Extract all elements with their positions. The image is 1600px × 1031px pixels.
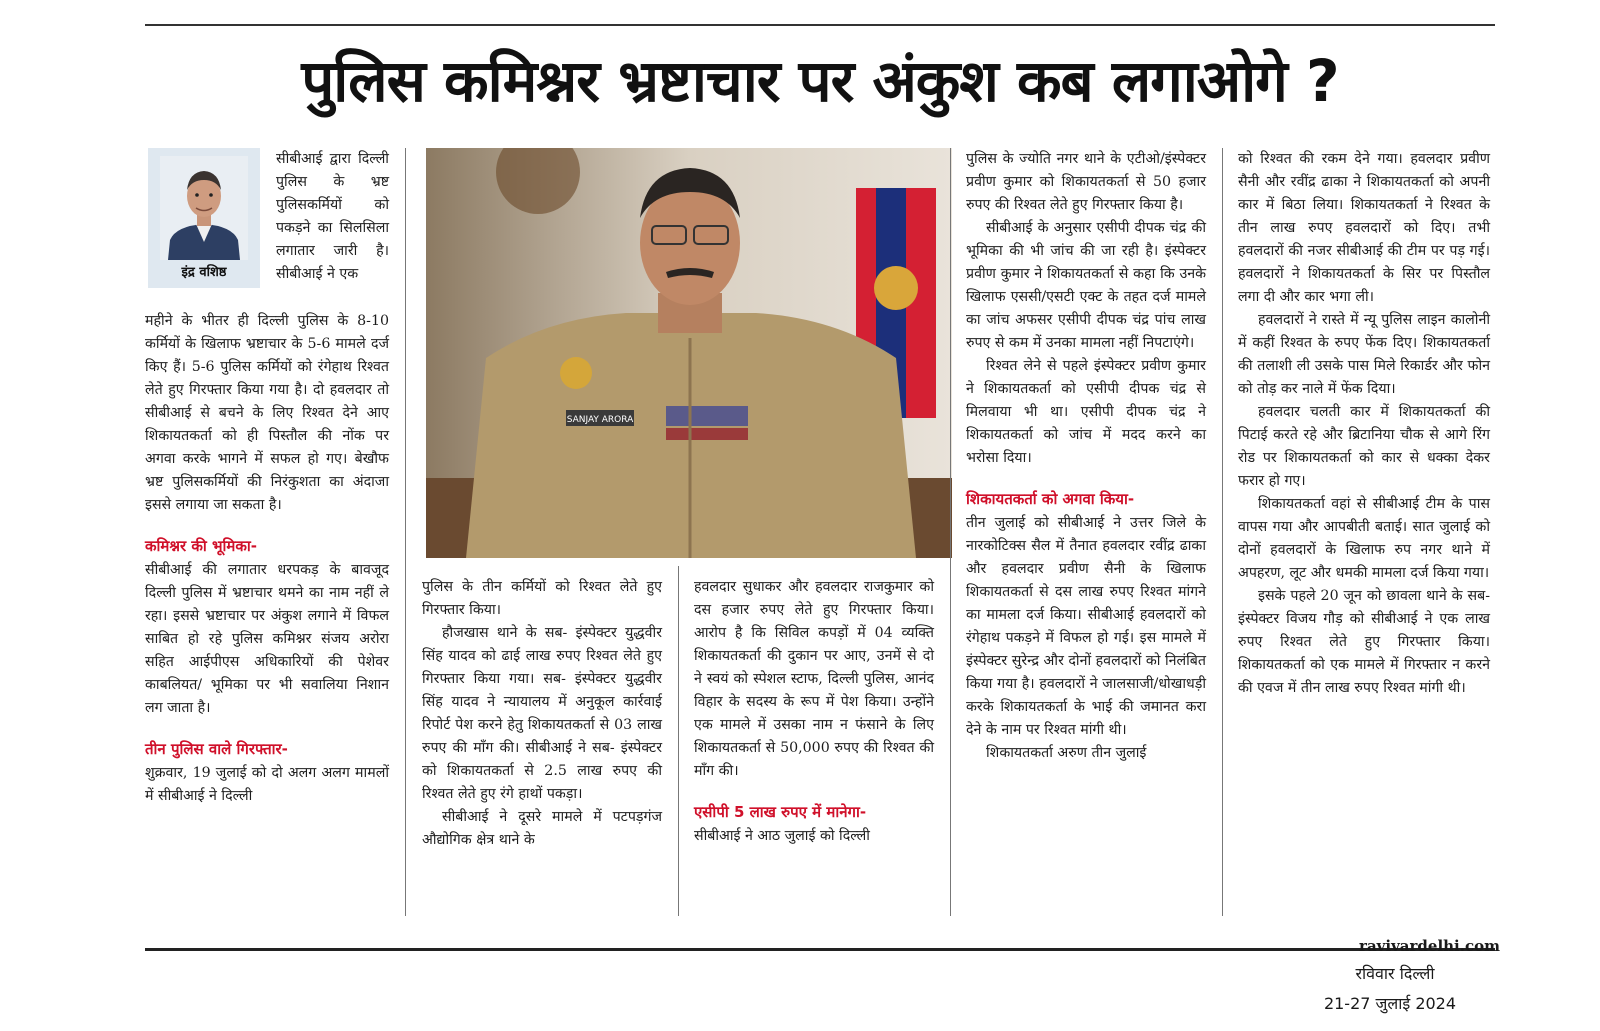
col5-para-5: इसके पहले 20 जून को छावला थाने के सब- इंस्पेक्टर विजय गौड़ को सीबीआई ने एक लाख रुपए रिश्वत लेते हुए गिरफ्तार किया। शिकायतकर्ता को एक मामले में गिरफ्तार न करने की एवज में तीन लाख रुपए रिश्वत मांगी थी। — [1238, 588, 1490, 696]
author-photo-box — [148, 148, 260, 288]
col4-para-3: रिश्वत लेने से पहले इंस्पेक्टर प्रवीण कुमार ने शिकायतकर्ता को एसीपी दीपक चंद्र से मिलवाया भी था। एसीपी दीपक चंद्र ने शिकायतकर्ता को जांच में मदद करने का भरोसा दिया। — [966, 358, 1206, 466]
col3-para-acp: सीबीआई ने आठ जुलाई को दिल्ली — [694, 828, 870, 844]
col2-para-2: हौजखास थाने के सब- इंस्पेक्टर युद्धवीर सिंह यादव को ढाई लाख रुपए रिश्वत लेते हुए गिरफ्तार किया गया। सब- इंस्पेक्टर युद्धवीर सिंह यादव ने न्यायालय में अनुकूल कार्रवाई रिपोर्ट पेश करने हेतु शिकायतकर्ता से 03 लाख रुपए की माँग की। सीबीआई ने सब- इंस्पेक्टर को शिकायतकर्ता से 2.5 लाख रुपए की रिश्वत लेते हुए रंगे हाथों पकड़ा। — [422, 625, 662, 802]
col5-para-1: को रिश्वत की रकम देने गया। हवलदार प्रवीण सैनी और रवींद्र ढाका ने शिकायतकर्ता को अपनी कार में बिठा लिया। शिकायतकर्ता ने रिश्वत के तीन लाख रुपए हवलदारों को दिए। तभी हवलदारों की नजर सीबीआई की टीम पर पड़ गई। हवलदारों ने शिकायतकर्ता के सिर पर पिस्तौल लगा दी और कार भगा ली। — [1238, 151, 1490, 305]
subhead-acp: एसीपी 5 लाख रुपए में मानेगा- — [694, 803, 867, 821]
col4-para-abducted: तीन जुलाई को सीबीआई ने उत्तर जिले के नारकोटिक्स सैल में तैनात हवलदार रवींद्र ढाका और हवलदार प्रवीण सैनी के खिलाफ शिकायतकर्ता से दस लाख रुपए रिश्वत मांगने का मामला दर्ज किया। सीबीआई हवलदारों को रंगेहाथ पकड़ने में विफल हो गई। इस मामले में इंस्पेक्टर सुरेन्द्र और दोनों हवलदारों को निलंबित किया गया है। हवलदारों ने जालसाजी/धोखाधड़ी करके शिकायतकर्ता के भाई की जमानत करा देने के नाम पर रिश्वत मांगी थी। — [966, 515, 1206, 738]
column-divider — [678, 566, 679, 916]
author-photo — [160, 156, 248, 260]
col5-para-2: हवलदारों ने रास्ते में न्यू पुलिस लाइन कालोनी में कहीं रिश्वत के रुपए फेंक दिए। शिकायतकर्ता की तलाशी ली उसके पास मिले रिकार्डर और फोन को तोड़ कर नाले में फेंक दिया। — [1238, 312, 1490, 397]
headline: पुलिस कमिश्नर भ्रष्टाचार पर अंकुश कब लगाओगे ? — [301, 47, 1339, 115]
name-badge: SANJAY ARORA — [566, 415, 634, 425]
column-3 — [694, 576, 934, 848]
col4-para-2: सीबीआई के अनुसार एसीपी दीपक चंद्र की भूमिका की भी जांच की जा रही है। इंस्पेक्टर प्रवीण कुमार ने शिकायतकर्ता से कहा कि उनके खिलाफ एससी/एसटी एक्ट के तहत दर्ज मामले का जांच अफसर एसीपी दीपक चंद्र पांच लाख रुपए से कम में उनका मामला नहीं निपटाएंगे। — [966, 220, 1206, 351]
subhead-commissioner: कमिश्नर की भूमिका- — [145, 537, 257, 555]
col5-para-4: शिकायतकर्ता वहां से सीबीआई टीम के पास वापस गया और आपबीती बताई। सात जुलाई को दोनों हवलदारों के खिलाफ रुप नगर थाने में अपहरण, लूट और धमकी मामला दर्ज किया गया। — [1238, 496, 1490, 581]
column-divider — [950, 148, 951, 916]
col1-intro-rest: महीने के भीतर ही दिल्ली पुलिस के 8-10 कर्मियों के खिलाफ भ्रष्टाचार के 5-6 मामले दर्ज किए हैं। 5-6 पुलिस कर्मियों को रंगेहाथ रिश्वत लेते हुए गिरफ्तार किया गया है। दो हवलदार तो सीबीआई से बचने के लिए रिश्वत देने आए शिकायतकर्ता को ही पिस्तौल की नोंक पर अगवा करके भागने में सफल हो गए। बेखौफ भ्रष्ट पुलिसकर्मियों की निरंकुशता का अंदाजा इससे लगाया जा सकता है। — [145, 313, 389, 513]
footer-website: ravivardelhi.com — [1359, 937, 1500, 955]
column-divider — [405, 148, 406, 916]
top-rule — [145, 24, 1495, 26]
subhead-abducted: शिकायतकर्ता को अगवा किया- — [966, 490, 1135, 508]
bottom-rule — [145, 948, 1495, 951]
col1-para-arrested: शुक्रवार, 19 जुलाई को दो अलग अलग मामलों में सीबीआई ने दिल्ली — [145, 765, 389, 804]
column-2 — [422, 576, 662, 852]
commissioner-photo — [426, 148, 952, 558]
col4-para-1: पुलिस के ज्योति नगर थाने के एटीओ/इंस्पेक्टर प्रवीण कुमार को शिकायतकर्ता से 50 हजार रुपए की रिश्वत लेते हुए गिरफ्तार किया है। — [966, 151, 1206, 213]
footer-date: 21-27 जुलाई 2024 — [1323, 994, 1457, 1013]
col5-para-3: हवलदार चलती कार में शिकायतकर्ता की पिटाई करते रहे और ब्रिटानिया चौक से आगे रिंग रोड पर शिकायतकर्ता को कार से धक्का देकर फरार हो गए। — [1238, 404, 1490, 489]
col1-para-commissioner: सीबीआई की लगातार धरपकड़ के बावजूद दिल्ली पुलिस में भ्रष्टाचार थमने का नाम नहीं ले रहा। इससे भ्रष्टाचार पर अंकुश लगाने में विफल साबित हो रहे पुलिस कमिश्नर संजय अरोरा सहित आईपीएस अधिकारियों की पेशेवर काबलियत/ भूमिका पर भी सवालिया निशान लग जाता है। — [145, 562, 389, 716]
subhead-three-arrested: तीन पुलिस वाले गिरफ्तार- — [145, 740, 288, 758]
col1-intro — [276, 148, 389, 286]
col2-para-1: पुलिस के तीन कर्मियों को रिश्वत लेते हुए गिरफ्तार किया। — [422, 579, 662, 618]
column-4 — [966, 148, 1206, 765]
column-1 — [145, 310, 389, 808]
column-5 — [1238, 148, 1490, 700]
col2-para-3: सीबीआई ने दूसरे मामले में पटपड़गंज औद्योगिक क्षेत्र थाने के — [422, 809, 662, 848]
col3-para-1: हवलदार सुधाकर और हवलदार राजकुमार को दस हजार रुपए लेते हुए गिरफ्तार किया। आरोप है कि सिविल कपड़ों में 04 व्यक्ति शिकायतकर्ता की दुकान पर आए, उनमें से दो ने स्वयं को स्पेशल स्टाफ, दिल्ली पुलिस, आनंद विहार के सदस्य के रूप में पेश किया। उन्होंने एक मामले में उसका नाम न फंसाने के लिए शिकायतकर्ता से 50,000 रुपए की रिश्वत की माँग की। — [694, 579, 934, 779]
col1-intro-text: सीबीआई द्वारा दिल्ली पुलिस के भ्रष्ट पुलिसकर्मियों को पकड़ने का सिलसिला लगातार जारी है। सीबीआई ने एक — [276, 151, 389, 282]
column-divider — [1222, 148, 1223, 916]
author-name: इंद्र वशिष्ठ — [181, 265, 227, 280]
col4-para-last: शिकायतकर्ता अरुण तीन जुलाई — [986, 745, 1147, 761]
footer-publication: रविवार दिल्ली — [1355, 964, 1435, 983]
